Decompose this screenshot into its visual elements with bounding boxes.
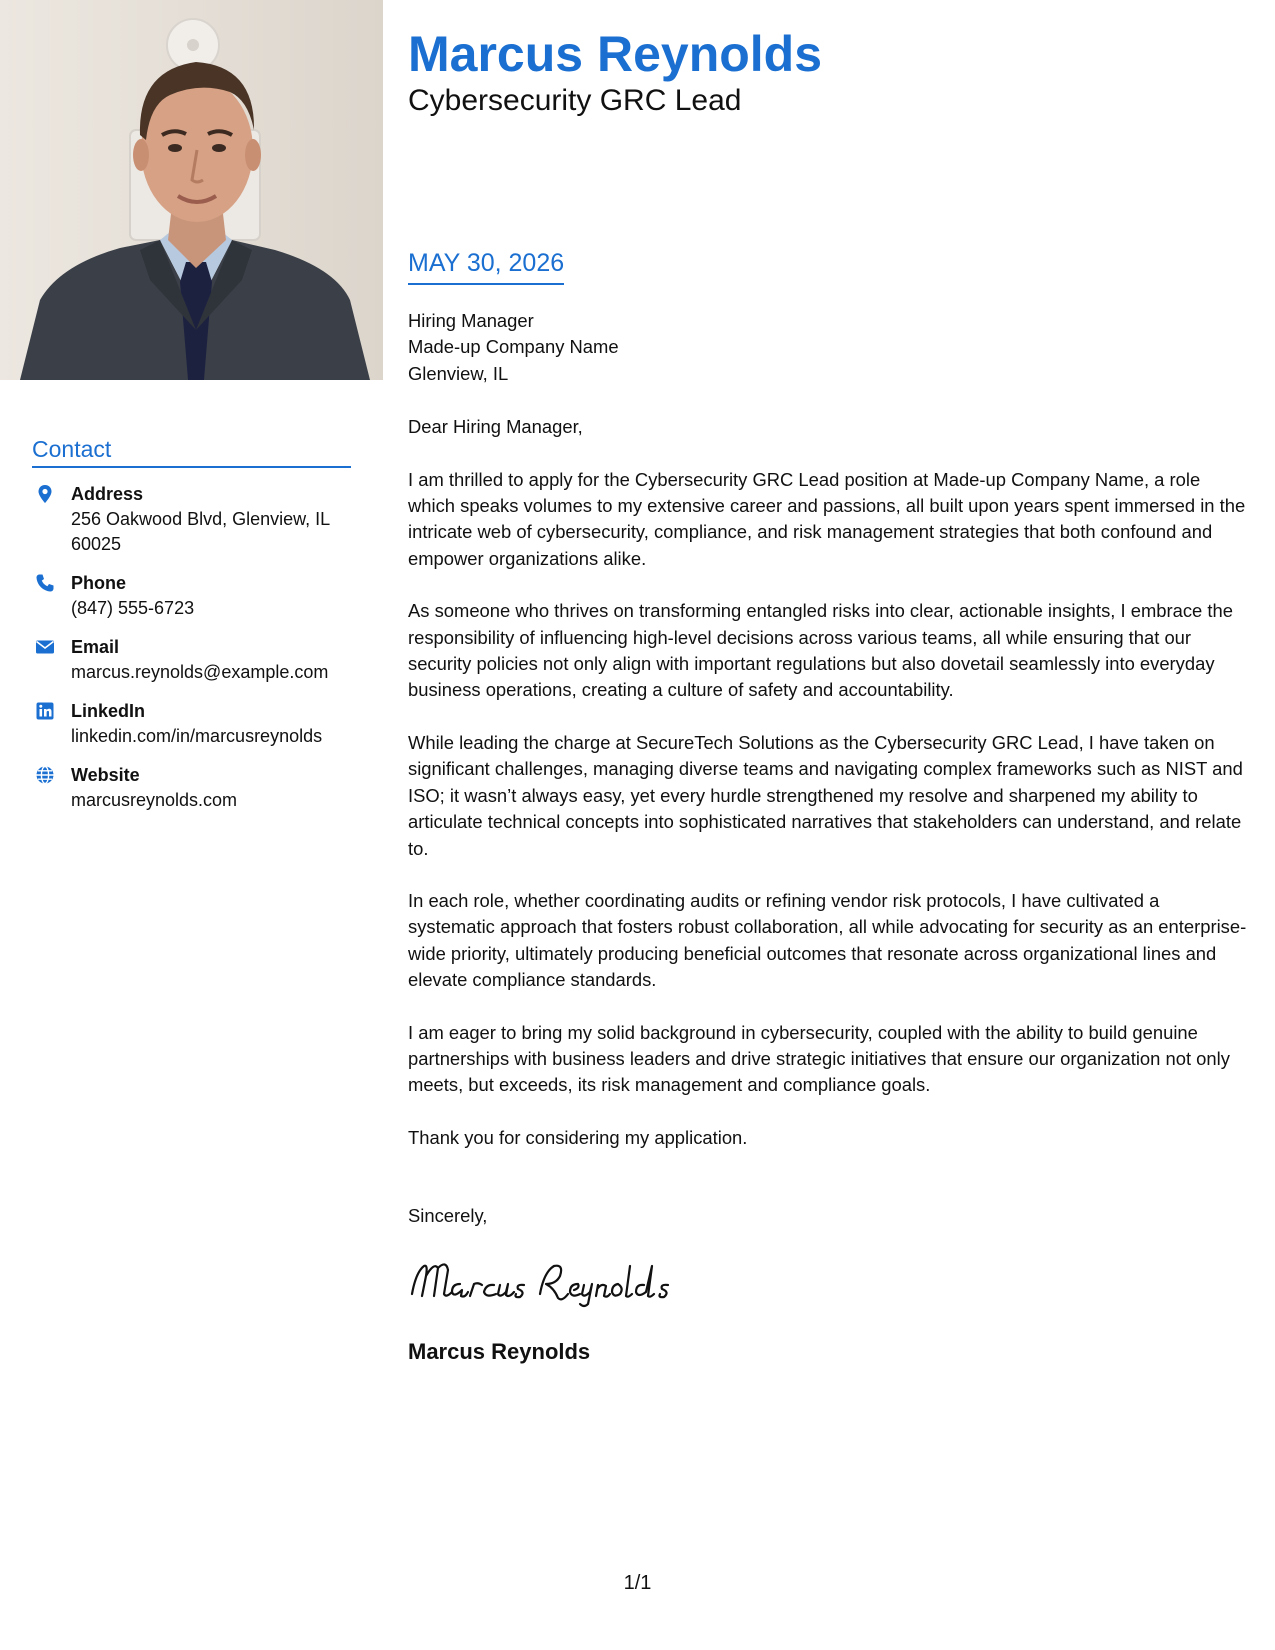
handwritten-signature	[408, 1254, 1248, 1310]
contact-item-website	[32, 763, 351, 813]
letter-paragraph: I am eager to bring my solid background in cybersecurity, coupled with the ability to build genuine partnerships with business leaders and drive strategic initiatives that ensure our organization not only meets, but exceeds, its risk management and compliance goals.	[408, 1021, 1230, 1096]
contact-item-address	[32, 482, 351, 557]
letter-paragraph: I am thrilled to apply for the Cybersecurity GRC Lead position at Made-up Company Name, a role which speaks volumes to my extensive career and passions, all built upon years spent immersed in the intricate web of cybersecurity, compliance, and risk management strategies that both confound and empower organizations alike.	[408, 468, 1246, 569]
contact-section	[32, 436, 351, 827]
email-value[interactable]: marcus.reynolds@example.com	[71, 662, 329, 683]
salutation: Dear Hiring Manager,	[408, 416, 583, 438]
profile-photo	[0, 0, 383, 380]
recipient-line: Made-up Company Name	[408, 336, 619, 358]
location-pin-icon	[35, 484, 55, 504]
envelope-icon	[35, 637, 55, 657]
address-value: 256 Oakwood Blvd, Glenview, IL 60025	[71, 509, 330, 555]
recipient-line: Glenview, IL	[408, 362, 509, 384]
letter-paragraph: Thank you for considering my application.	[408, 1126, 748, 1148]
letter-paragraph: In each role, whether coordinating audits or refining vendor risk protocols, I have cultivated a systematic approach that fosters robust collaboration, all while advocating for security as an enterprise-wide priority, ultimately producing beneficial outcomes that resonate across organizational lines and elevate compliance standards.	[408, 889, 1247, 991]
recipient-block	[408, 308, 1248, 387]
letter-body	[408, 308, 1248, 1366]
letter-date: MAY 30, 2026	[408, 247, 564, 285]
globe-icon	[35, 765, 55, 785]
letter-paragraph: As someone who thrives on transforming entangled risks into clear, actionable insights, I embrace the responsibility of influencing high-level decisions across various teams, all while ensuring that our security policies not only align with important regulations but also dovetail seamlessly into everyday business operations, creating a culture of safety and accountability.	[408, 600, 1233, 701]
contact-item-linkedin	[32, 699, 351, 749]
phone-value: (847) 555-6723	[71, 598, 195, 619]
signer-name: Marcus Reynolds	[408, 1338, 591, 1364]
contact-item-phone	[32, 571, 351, 621]
contact-item-email	[32, 635, 351, 685]
contact-label: Address	[71, 484, 144, 505]
linkedin-icon	[35, 701, 55, 721]
phone-icon	[35, 573, 55, 593]
website-value[interactable]: marcusreynolds.com	[71, 790, 238, 811]
contact-label: Phone	[71, 573, 127, 594]
contact-label: LinkedIn	[71, 701, 146, 722]
applicant-name: Marcus Reynolds	[408, 26, 823, 82]
contact-label: Email	[71, 637, 120, 658]
page-number: 1/1	[623, 1572, 652, 1594]
job-title: Cybersecurity GRC Lead	[408, 84, 742, 117]
letter-paragraph: While leading the charge at SecureTech Solutions as the Cybersecurity GRC Lead, I have taken on significant challenges, managing diverse teams and navigating complex frameworks such as NIST and ISO; it wasn’t always easy, yet every hurdle strengthened my resolve and sharpened my ability to articulate technical concepts into sophisticated narratives that stakeholders can understand, and relate to.	[408, 731, 1243, 859]
date-block	[408, 247, 564, 285]
contact-heading: Contact	[32, 436, 351, 468]
closing: Sincerely,	[408, 1205, 488, 1227]
recipient-line: Hiring Manager	[408, 310, 534, 331]
contact-label: Website	[71, 765, 140, 786]
linkedin-value[interactable]: linkedin.com/in/marcusreynolds	[71, 726, 323, 747]
